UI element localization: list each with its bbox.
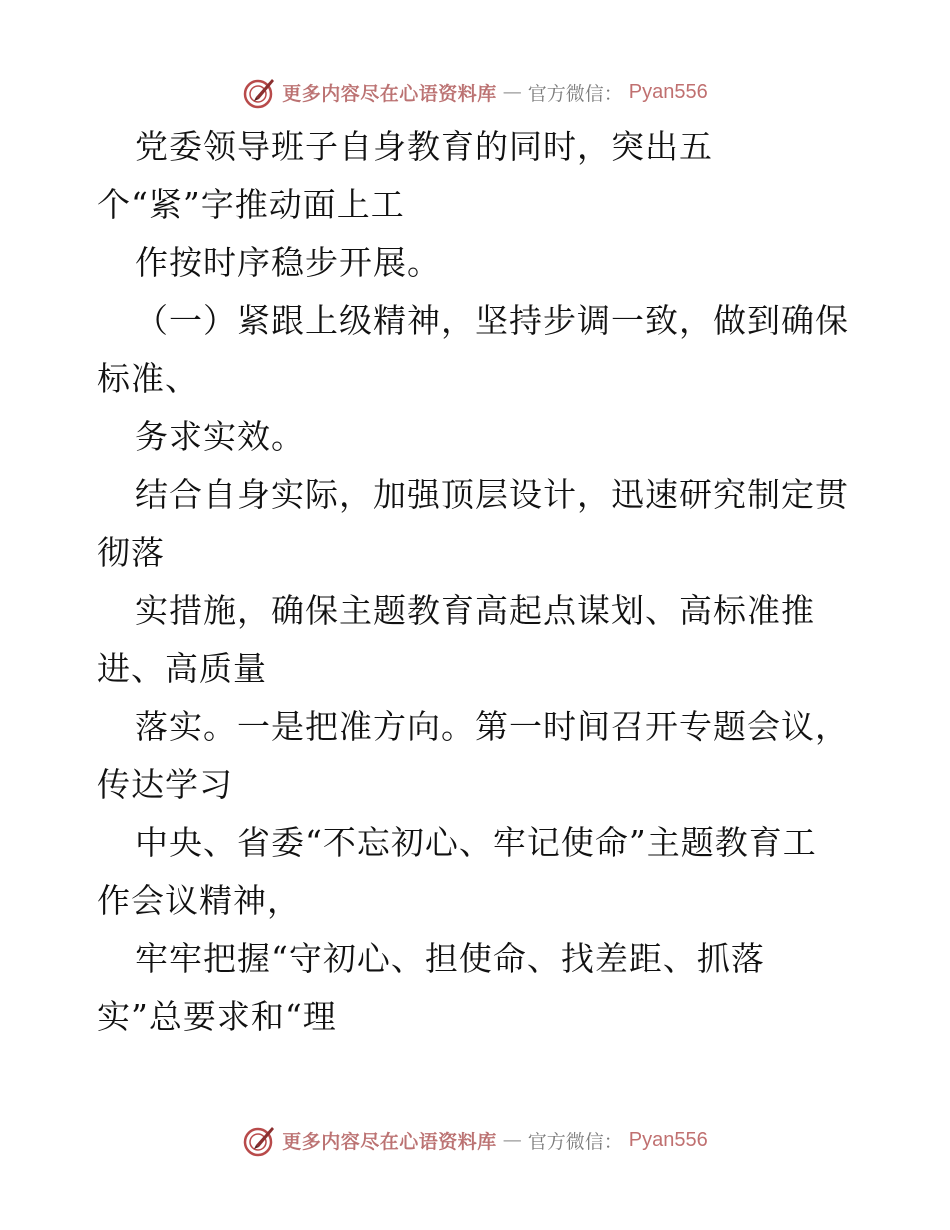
body-line: 实”总要求和“理 bbox=[97, 997, 337, 1036]
body-line: 结合自身实际，加强顶层设计，迅速研究制定贯 bbox=[135, 475, 849, 514]
watermark-wechat-label: 官方微信： bbox=[527, 82, 623, 105]
watermark-dash: — bbox=[502, 81, 522, 103]
watermark-site-text: 更多内容尽在心语资料库 bbox=[282, 82, 497, 105]
watermark-site-text: 更多内容尽在心语资料库 bbox=[282, 1130, 497, 1153]
body-line: 传达学习 bbox=[97, 765, 233, 804]
watermark-wechat-id: Pyan556 bbox=[628, 1128, 708, 1151]
quill-logo-icon bbox=[242, 75, 276, 109]
header-watermark bbox=[0, 72, 950, 112]
body-line: 标准、 bbox=[97, 359, 199, 398]
quill-logo-icon bbox=[242, 1123, 276, 1157]
body-line: 落实。一是把准方向。第一时间召开专题会议， bbox=[135, 707, 849, 746]
body-line: 作按时序稳步开展。 bbox=[135, 243, 441, 282]
body-line: 务求实效。 bbox=[135, 417, 305, 456]
body-line: 党委领导班子自身教育的同时，突出五 bbox=[135, 127, 713, 166]
watermark-wechat-label: 官方微信： bbox=[527, 1130, 623, 1153]
document-body bbox=[97, 118, 897, 1046]
footer-watermark bbox=[0, 1120, 950, 1160]
body-line: 牢牢把握“守初心、担使命、找差距、抓落 bbox=[135, 939, 765, 978]
body-line: 个“紧”字推动面上工 bbox=[97, 185, 405, 224]
watermark-wechat-id: Pyan556 bbox=[628, 80, 708, 103]
body-line: 作会议精神， bbox=[97, 881, 301, 920]
body-line: （一）紧跟上级精神，坚持步调一致，做到确保 bbox=[135, 301, 849, 340]
body-line: 进、高质量 bbox=[97, 649, 267, 688]
watermark-dash: — bbox=[502, 1129, 522, 1151]
body-line: 实措施，确保主题教育高起点谋划、高标准推 bbox=[135, 591, 815, 630]
body-line: 彻落 bbox=[97, 533, 165, 572]
body-line: 中央、省委“不忘初心、牢记使命”主题教育工 bbox=[135, 823, 817, 862]
